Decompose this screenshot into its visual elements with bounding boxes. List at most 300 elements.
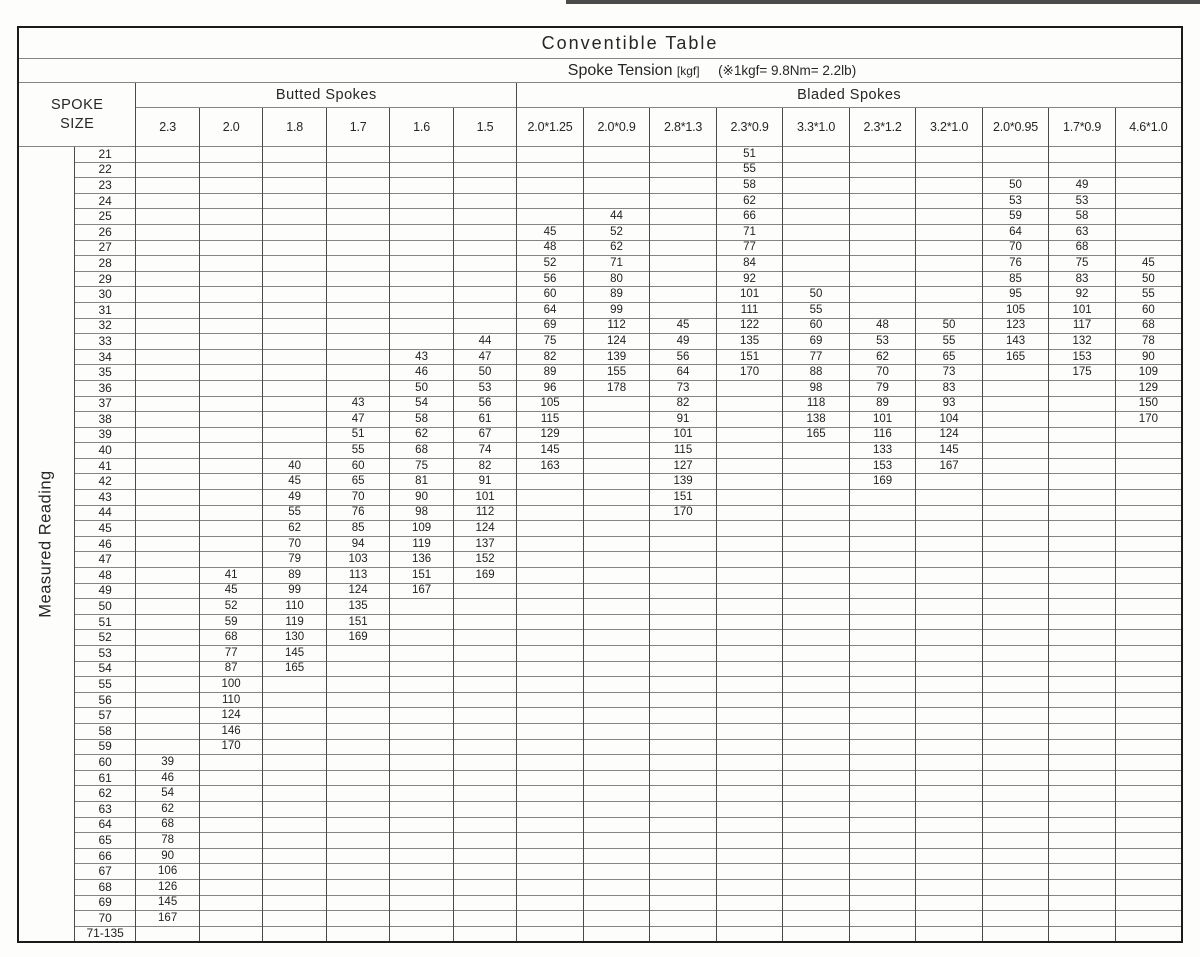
cell-55-3.2*1.0 xyxy=(916,677,983,693)
table-row-46 xyxy=(18,536,1182,552)
cell-46-1.7: 94 xyxy=(326,536,389,552)
table-row-55 xyxy=(18,677,1182,693)
table-row-64 xyxy=(18,817,1182,833)
cell-30-2.0*1.25: 60 xyxy=(517,287,584,303)
cell-48-1.5: 169 xyxy=(453,568,516,584)
cell-41-2.0*0.9 xyxy=(583,458,650,474)
cell-23-4.6*1.0 xyxy=(1115,178,1182,194)
cell-44-2.0 xyxy=(199,505,262,521)
cell-58-1.5 xyxy=(453,723,516,739)
cell-32-2.0*0.9: 112 xyxy=(583,318,650,334)
cell-59-1.7 xyxy=(326,739,389,755)
cell-67-3.2*1.0 xyxy=(916,864,983,880)
cell-22-3.2*1.0 xyxy=(916,162,983,178)
cell-42-2.8*1.3: 139 xyxy=(650,474,717,490)
cell-38-2.0*0.9 xyxy=(583,412,650,428)
cell-36-3.3*1.0: 98 xyxy=(783,380,850,396)
cell-66-2.3: 90 xyxy=(136,848,199,864)
cell-58-2.0*0.9 xyxy=(583,723,650,739)
cell-68-2.0*1.25 xyxy=(517,879,584,895)
cell-32-2.3*0.9: 122 xyxy=(716,318,783,334)
cell-63-1.8 xyxy=(263,801,326,817)
table-row-25 xyxy=(18,209,1182,225)
cell-22-3.3*1.0 xyxy=(783,162,850,178)
column-header-3.2*1.0: 3.2*1.0 xyxy=(916,108,983,147)
row-label-55: 55 xyxy=(74,677,135,693)
cell-47-2.0 xyxy=(199,552,262,568)
cell-44-2.0*0.95 xyxy=(982,505,1049,521)
cell-28-2.3 xyxy=(136,256,199,272)
cell-62-2.3: 54 xyxy=(136,786,199,802)
table-row-40 xyxy=(18,443,1182,459)
table-row-52 xyxy=(18,630,1182,646)
cell-37-1.6: 54 xyxy=(390,396,453,412)
cell-56-3.3*1.0 xyxy=(783,692,850,708)
cell-34-1.7*0.9: 153 xyxy=(1049,349,1116,365)
cell-71-135-2.0 xyxy=(199,926,262,942)
cell-46-1.5: 137 xyxy=(453,536,516,552)
row-label-67: 67 xyxy=(74,864,135,880)
cell-62-1.5 xyxy=(453,786,516,802)
cell-36-1.7*0.9 xyxy=(1049,380,1116,396)
table-row-42 xyxy=(18,474,1182,490)
cell-34-3.2*1.0: 65 xyxy=(916,349,983,365)
cell-68-1.8 xyxy=(263,879,326,895)
cell-52-2.0: 68 xyxy=(199,630,262,646)
cell-30-2.0 xyxy=(199,287,262,303)
row-label-27: 27 xyxy=(74,240,135,256)
cell-62-3.3*1.0 xyxy=(783,786,850,802)
cell-46-1.7*0.9 xyxy=(1049,536,1116,552)
cell-35-3.2*1.0: 73 xyxy=(916,365,983,381)
cell-47-2.0*0.9 xyxy=(583,552,650,568)
cell-49-2.0*1.25 xyxy=(517,583,584,599)
cell-66-4.6*1.0 xyxy=(1115,848,1182,864)
cell-71-135-1.6 xyxy=(390,926,453,942)
cell-63-3.2*1.0 xyxy=(916,801,983,817)
cell-54-4.6*1.0 xyxy=(1115,661,1182,677)
cell-48-2.3*0.9 xyxy=(716,568,783,584)
cell-31-2.0*0.95: 105 xyxy=(982,302,1049,318)
cell-67-2.3*1.2 xyxy=(849,864,916,880)
cell-42-2.0*1.25 xyxy=(517,474,584,490)
column-header-2.3: 2.3 xyxy=(136,108,199,147)
cell-43-1.6: 90 xyxy=(390,490,453,506)
cell-50-1.5 xyxy=(453,599,516,615)
cell-70-1.6 xyxy=(390,911,453,927)
cell-66-3.3*1.0 xyxy=(783,848,850,864)
table-row-57 xyxy=(18,708,1182,724)
cell-43-2.0*0.9 xyxy=(583,490,650,506)
cell-21-1.7 xyxy=(326,147,389,163)
cell-50-2.8*1.3 xyxy=(650,599,717,615)
cell-70-1.8 xyxy=(263,911,326,927)
cell-51-2.0*0.95 xyxy=(982,614,1049,630)
cell-44-1.8: 55 xyxy=(263,505,326,521)
cell-63-2.3*1.2 xyxy=(849,801,916,817)
cell-22-2.0 xyxy=(199,162,262,178)
cell-53-1.8: 145 xyxy=(263,646,326,662)
cell-54-2.3 xyxy=(136,661,199,677)
cell-36-2.0*0.95 xyxy=(982,380,1049,396)
cell-27-2.0 xyxy=(199,240,262,256)
cell-48-2.3 xyxy=(136,568,199,584)
cell-39-3.2*1.0: 124 xyxy=(916,427,983,443)
cell-37-2.0*0.9 xyxy=(583,396,650,412)
cell-25-2.3*1.2 xyxy=(849,209,916,225)
cell-27-2.3*0.9: 77 xyxy=(716,240,783,256)
cell-38-2.0 xyxy=(199,412,262,428)
table-row-39 xyxy=(18,427,1182,443)
cell-56-2.3*0.9 xyxy=(716,692,783,708)
cell-56-2.0*1.25 xyxy=(517,692,584,708)
cell-23-1.8 xyxy=(263,178,326,194)
cell-65-2.0 xyxy=(199,833,262,849)
cell-31-2.3 xyxy=(136,302,199,318)
cell-43-1.7*0.9 xyxy=(1049,490,1116,506)
cell-27-2.8*1.3 xyxy=(650,240,717,256)
cell-71-135-1.5 xyxy=(453,926,516,942)
cell-26-1.6 xyxy=(390,224,453,240)
cell-47-2.0*0.95 xyxy=(982,552,1049,568)
cell-27-1.7*0.9: 68 xyxy=(1049,240,1116,256)
cell-40-4.6*1.0 xyxy=(1115,443,1182,459)
column-header-2.3*1.2: 2.3*1.2 xyxy=(849,108,916,147)
cell-40-2.8*1.3: 115 xyxy=(650,443,717,459)
cell-40-1.7*0.9 xyxy=(1049,443,1116,459)
cell-24-3.3*1.0 xyxy=(783,193,850,209)
cell-55-2.8*1.3 xyxy=(650,677,717,693)
row-label-35: 35 xyxy=(74,365,135,381)
cell-23-2.3*1.2 xyxy=(849,178,916,194)
cell-63-4.6*1.0 xyxy=(1115,801,1182,817)
cell-54-2.0*0.95 xyxy=(982,661,1049,677)
cell-38-4.6*1.0: 170 xyxy=(1115,412,1182,428)
cell-24-1.7 xyxy=(326,193,389,209)
cell-40-2.0*1.25: 145 xyxy=(517,443,584,459)
cell-64-1.8 xyxy=(263,817,326,833)
cell-26-1.7*0.9: 63 xyxy=(1049,224,1116,240)
cell-40-3.3*1.0 xyxy=(783,443,850,459)
cell-50-2.0*0.95 xyxy=(982,599,1049,615)
column-header-1.7*0.9: 1.7*0.9 xyxy=(1049,108,1116,147)
cell-24-2.8*1.3 xyxy=(650,193,717,209)
cell-70-3.2*1.0 xyxy=(916,911,983,927)
table-row-66 xyxy=(18,848,1182,864)
subtitle-row xyxy=(18,59,1182,83)
cell-40-1.8 xyxy=(263,443,326,459)
cell-21-2.3*1.2 xyxy=(849,147,916,163)
cell-31-1.7 xyxy=(326,302,389,318)
cell-62-2.0*0.95 xyxy=(982,786,1049,802)
row-label-62: 62 xyxy=(74,786,135,802)
cell-63-1.7 xyxy=(326,801,389,817)
cell-54-1.7*0.9 xyxy=(1049,661,1116,677)
cell-23-2.3 xyxy=(136,178,199,194)
cell-67-2.0 xyxy=(199,864,262,880)
cell-22-1.7*0.9 xyxy=(1049,162,1116,178)
cell-27-2.0*0.9: 62 xyxy=(583,240,650,256)
cell-68-2.0 xyxy=(199,879,262,895)
cell-23-1.7 xyxy=(326,178,389,194)
cell-31-2.8*1.3 xyxy=(650,302,717,318)
cell-71-135-2.3*1.2 xyxy=(849,926,916,942)
cell-24-2.3*1.2 xyxy=(849,193,916,209)
cell-62-4.6*1.0 xyxy=(1115,786,1182,802)
cell-52-1.6 xyxy=(390,630,453,646)
cell-55-2.3*0.9 xyxy=(716,677,783,693)
cell-40-2.3*0.9 xyxy=(716,443,783,459)
cell-45-3.2*1.0 xyxy=(916,521,983,537)
cell-36-1.5: 53 xyxy=(453,380,516,396)
cell-42-2.0*0.9 xyxy=(583,474,650,490)
cell-67-1.6 xyxy=(390,864,453,880)
cell-40-2.3*1.2: 133 xyxy=(849,443,916,459)
cell-32-1.8 xyxy=(263,318,326,334)
cell-25-2.0*1.25 xyxy=(517,209,584,225)
cell-34-2.0*0.95: 165 xyxy=(982,349,1049,365)
cell-36-1.7 xyxy=(326,380,389,396)
cell-40-1.5: 74 xyxy=(453,443,516,459)
cell-58-2.0*1.25 xyxy=(517,723,584,739)
cell-34-1.7 xyxy=(326,349,389,365)
cell-43-2.3*1.2 xyxy=(849,490,916,506)
cell-21-2.0*0.9 xyxy=(583,147,650,163)
cell-24-2.3 xyxy=(136,193,199,209)
cell-33-2.3*0.9: 135 xyxy=(716,334,783,350)
cell-46-2.3*0.9 xyxy=(716,536,783,552)
cell-21-2.3*0.9: 51 xyxy=(716,147,783,163)
cell-49-2.0*0.95 xyxy=(982,583,1049,599)
cell-64-1.6 xyxy=(390,817,453,833)
cell-34-2.0*0.9: 139 xyxy=(583,349,650,365)
cell-42-1.5: 91 xyxy=(453,474,516,490)
cell-61-1.6 xyxy=(390,770,453,786)
cell-25-1.7 xyxy=(326,209,389,225)
cell-60-2.0 xyxy=(199,755,262,771)
cell-35-2.8*1.3: 64 xyxy=(650,365,717,381)
cell-38-1.8 xyxy=(263,412,326,428)
row-label-52: 52 xyxy=(74,630,135,646)
cell-63-2.0*0.9 xyxy=(583,801,650,817)
cell-65-1.6 xyxy=(390,833,453,849)
row-label-48: 48 xyxy=(74,568,135,584)
cell-33-2.0 xyxy=(199,334,262,350)
cell-46-3.2*1.0 xyxy=(916,536,983,552)
cell-68-1.7 xyxy=(326,879,389,895)
cell-41-2.3 xyxy=(136,458,199,474)
cell-69-1.7 xyxy=(326,895,389,911)
cell-57-2.0*0.95 xyxy=(982,708,1049,724)
cell-60-2.3: 39 xyxy=(136,755,199,771)
cell-40-2.0*0.9 xyxy=(583,443,650,459)
cell-28-2.0*0.95: 76 xyxy=(982,256,1049,272)
cell-64-3.2*1.0 xyxy=(916,817,983,833)
cell-46-4.6*1.0 xyxy=(1115,536,1182,552)
cell-68-1.5 xyxy=(453,879,516,895)
cell-60-1.6 xyxy=(390,755,453,771)
cell-41-4.6*1.0 xyxy=(1115,458,1182,474)
cell-37-2.3*1.2: 89 xyxy=(849,396,916,412)
cell-58-2.0: 146 xyxy=(199,723,262,739)
column-header-1.6: 1.6 xyxy=(390,108,453,147)
cell-63-2.0*0.95 xyxy=(982,801,1049,817)
cell-65-2.3*1.2 xyxy=(849,833,916,849)
cell-61-2.8*1.3 xyxy=(650,770,717,786)
cell-46-1.8: 70 xyxy=(263,536,326,552)
cell-29-2.0*0.95: 85 xyxy=(982,271,1049,287)
cell-28-1.7*0.9: 75 xyxy=(1049,256,1116,272)
cell-45-2.8*1.3 xyxy=(650,521,717,537)
cell-63-1.6 xyxy=(390,801,453,817)
cell-69-1.5 xyxy=(453,895,516,911)
cell-23-2.0 xyxy=(199,178,262,194)
cell-65-1.8 xyxy=(263,833,326,849)
cell-23-2.0*1.25 xyxy=(517,178,584,194)
cell-64-2.0*0.9 xyxy=(583,817,650,833)
table-row-21 xyxy=(18,147,1182,163)
cell-39-2.3 xyxy=(136,427,199,443)
cell-61-2.0 xyxy=(199,770,262,786)
cell-22-2.8*1.3 xyxy=(650,162,717,178)
cell-52-2.0*0.9 xyxy=(583,630,650,646)
cell-31-4.6*1.0: 60 xyxy=(1115,302,1182,318)
cell-38-2.3 xyxy=(136,412,199,428)
cell-44-2.3*0.9 xyxy=(716,505,783,521)
cell-48-3.3*1.0 xyxy=(783,568,850,584)
column-header-1.8: 1.8 xyxy=(263,108,326,147)
cell-28-4.6*1.0: 45 xyxy=(1115,256,1182,272)
cell-37-3.2*1.0: 93 xyxy=(916,396,983,412)
cell-30-3.3*1.0: 50 xyxy=(783,287,850,303)
cell-66-2.0*1.25 xyxy=(517,848,584,864)
cell-59-2.0*1.25 xyxy=(517,739,584,755)
cell-66-2.0 xyxy=(199,848,262,864)
cell-49-2.8*1.3 xyxy=(650,583,717,599)
row-label-36: 36 xyxy=(74,380,135,396)
cell-30-2.8*1.3 xyxy=(650,287,717,303)
cell-46-3.3*1.0 xyxy=(783,536,850,552)
cell-54-2.0*0.9 xyxy=(583,661,650,677)
row-label-29: 29 xyxy=(74,271,135,287)
cell-29-1.8 xyxy=(263,271,326,287)
cell-64-2.0 xyxy=(199,817,262,833)
cell-41-3.2*1.0: 167 xyxy=(916,458,983,474)
cell-52-1.7*0.9 xyxy=(1049,630,1116,646)
cell-56-2.0*0.95 xyxy=(982,692,1049,708)
row-label-66: 66 xyxy=(74,848,135,864)
cell-40-2.3 xyxy=(136,443,199,459)
cell-35-2.0*0.95 xyxy=(982,365,1049,381)
cell-59-1.5 xyxy=(453,739,516,755)
row-label-46: 46 xyxy=(74,536,135,552)
cell-67-2.8*1.3 xyxy=(650,864,717,880)
cell-41-2.8*1.3: 127 xyxy=(650,458,717,474)
cell-50-1.6 xyxy=(390,599,453,615)
cell-39-2.0*0.9 xyxy=(583,427,650,443)
cell-44-1.5: 112 xyxy=(453,505,516,521)
table-row-53 xyxy=(18,646,1182,662)
table-body xyxy=(18,147,1182,943)
cell-53-2.3 xyxy=(136,646,199,662)
cell-54-3.3*1.0 xyxy=(783,661,850,677)
cell-41-1.8: 40 xyxy=(263,458,326,474)
cell-32-1.7 xyxy=(326,318,389,334)
cell-61-4.6*1.0 xyxy=(1115,770,1182,786)
cell-26-2.0*1.25: 45 xyxy=(517,224,584,240)
cell-37-2.0*1.25: 105 xyxy=(517,396,584,412)
cell-59-2.3*0.9 xyxy=(716,739,783,755)
cell-65-3.2*1.0 xyxy=(916,833,983,849)
cell-34-2.3*0.9: 151 xyxy=(716,349,783,365)
column-header-4.6*1.0: 4.6*1.0 xyxy=(1115,108,1182,147)
table-row-70 xyxy=(18,911,1182,927)
cell-47-2.3*1.2 xyxy=(849,552,916,568)
cell-45-2.3 xyxy=(136,521,199,537)
cell-37-2.3 xyxy=(136,396,199,412)
cell-43-4.6*1.0 xyxy=(1115,490,1182,506)
spoke-size-corner-header xyxy=(18,83,136,147)
cell-39-2.0*1.25: 129 xyxy=(517,427,584,443)
cell-26-2.0 xyxy=(199,224,262,240)
cell-21-2.0*0.95 xyxy=(982,147,1049,163)
cell-65-1.5 xyxy=(453,833,516,849)
cell-31-1.6 xyxy=(390,302,453,318)
cell-37-1.8 xyxy=(263,396,326,412)
cell-40-1.6: 68 xyxy=(390,443,453,459)
cell-33-1.7*0.9: 132 xyxy=(1049,334,1116,350)
cell-60-2.0*0.95 xyxy=(982,755,1049,771)
cell-68-3.2*1.0 xyxy=(916,879,983,895)
cell-24-1.6 xyxy=(390,193,453,209)
row-label-70: 70 xyxy=(74,911,135,927)
cell-62-2.8*1.3 xyxy=(650,786,717,802)
row-label-53: 53 xyxy=(74,646,135,662)
cell-30-1.5 xyxy=(453,287,516,303)
cell-34-4.6*1.0: 90 xyxy=(1115,349,1182,365)
table-row-51 xyxy=(18,614,1182,630)
cell-60-1.8 xyxy=(263,755,326,771)
cell-32-1.5 xyxy=(453,318,516,334)
cell-60-1.7 xyxy=(326,755,389,771)
cell-61-2.0*0.9 xyxy=(583,770,650,786)
cell-27-2.0*1.25: 48 xyxy=(517,240,584,256)
table-row-28 xyxy=(18,256,1182,272)
cell-43-2.0*1.25 xyxy=(517,490,584,506)
column-header-1.5: 1.5 xyxy=(453,108,516,147)
cell-64-4.6*1.0 xyxy=(1115,817,1182,833)
cell-69-2.3: 145 xyxy=(136,895,199,911)
cell-42-4.6*1.0 xyxy=(1115,474,1182,490)
cell-37-2.8*1.3: 82 xyxy=(650,396,717,412)
table-row-24 xyxy=(18,193,1182,209)
cell-50-1.7*0.9 xyxy=(1049,599,1116,615)
cell-38-2.3*1.2: 101 xyxy=(849,412,916,428)
cell-38-2.3*0.9 xyxy=(716,412,783,428)
cell-26-2.0*0.9: 52 xyxy=(583,224,650,240)
page-title: Conventible Table xyxy=(18,27,1182,59)
table-row-69 xyxy=(18,895,1182,911)
cell-32-1.7*0.9: 117 xyxy=(1049,318,1116,334)
cell-38-1.7*0.9 xyxy=(1049,412,1116,428)
cell-34-2.0 xyxy=(199,349,262,365)
cell-67-1.7 xyxy=(326,864,389,880)
cell-52-3.2*1.0 xyxy=(916,630,983,646)
cell-65-1.7*0.9 xyxy=(1049,833,1116,849)
cell-21-2.0 xyxy=(199,147,262,163)
cell-56-2.3 xyxy=(136,692,199,708)
cell-56-2.0*0.9 xyxy=(583,692,650,708)
